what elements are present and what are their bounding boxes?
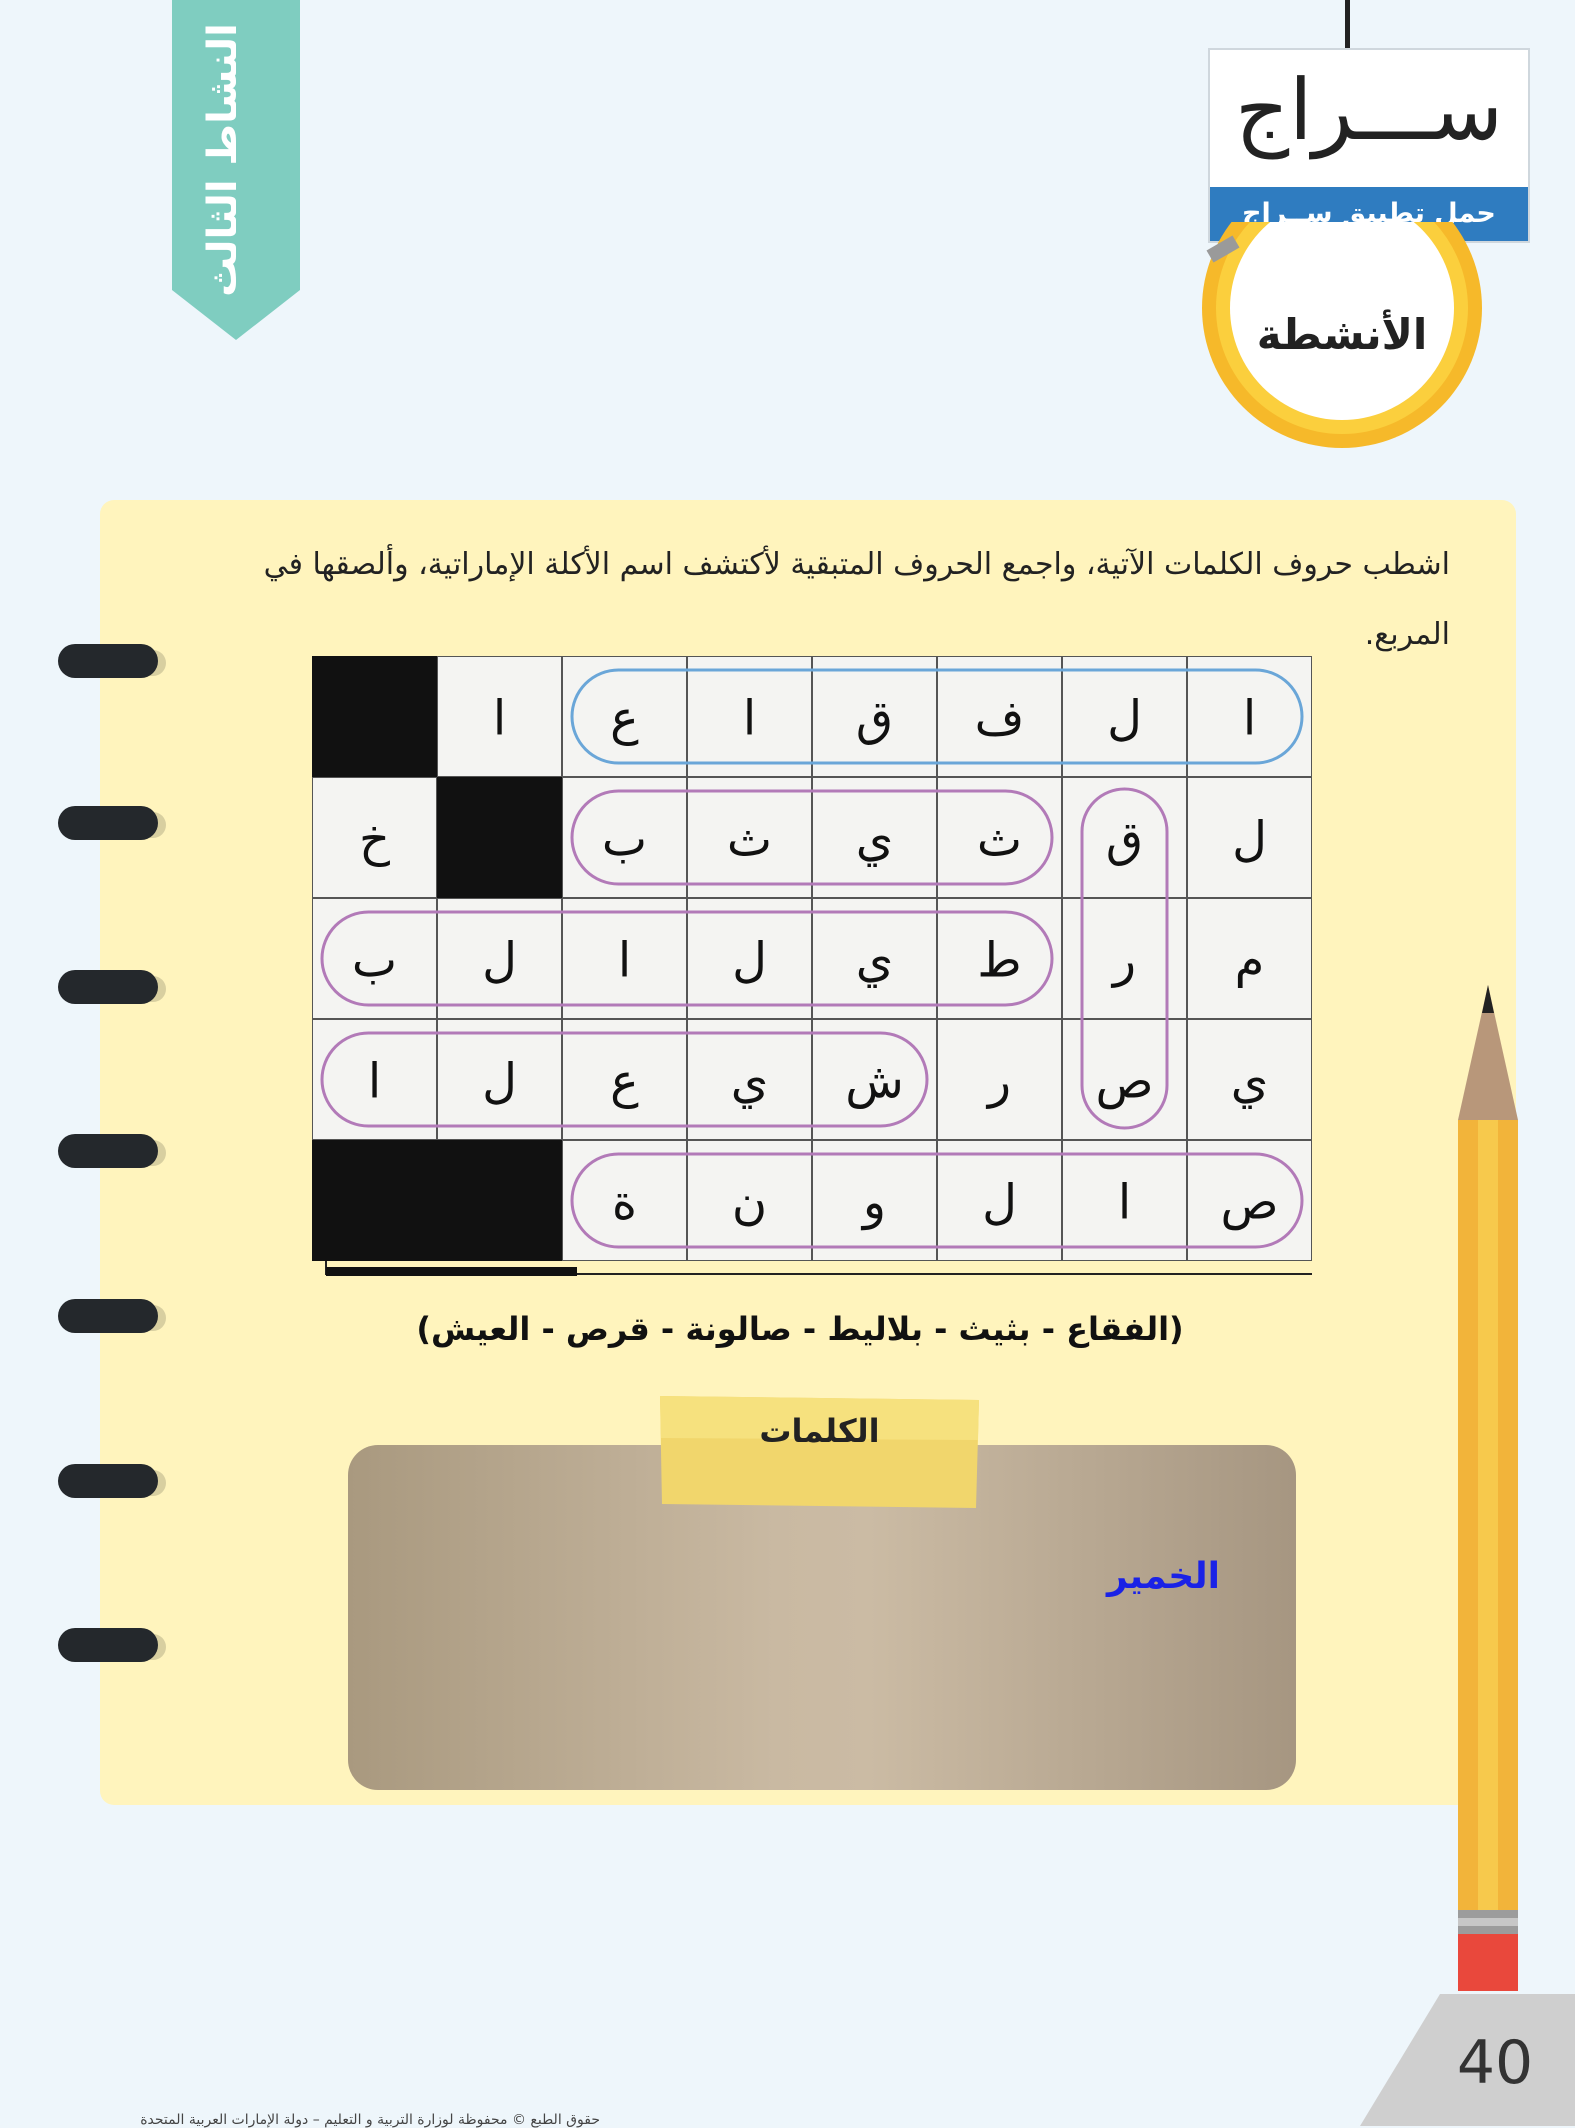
grid-black-cell	[312, 656, 437, 777]
grid-letter: ل	[982, 1174, 1017, 1231]
activity-ribbon	[172, 0, 300, 340]
activities-badge	[1200, 222, 1484, 454]
grid-black-cell	[437, 1140, 562, 1261]
grid-letter: ف	[974, 690, 1025, 747]
grid-letter: ل	[1232, 811, 1267, 868]
binder-ring-icon	[58, 802, 166, 846]
grid-letter: ق	[855, 690, 894, 747]
word-search-grid	[312, 656, 1312, 1261]
grid-letter: ي	[730, 1053, 769, 1110]
siraj-logo[interactable]	[1208, 48, 1530, 243]
grid-letter: ث	[976, 811, 1023, 868]
binder-ring-icon	[58, 966, 166, 1010]
grid-letter: ة	[611, 1174, 638, 1231]
copyright-text: حقوق الطبع © محفوظة لوزارة التربية و التعليم – دولة الإمارات العربية المتحدة	[140, 2112, 600, 2128]
grid-letter: ا	[617, 932, 632, 989]
binder-ring-icon	[58, 640, 166, 684]
word-list: (الفقاع - بثيث - بلاليط - صالونة - قرص - العيش)	[416, 1310, 1184, 1348]
grid-letter: ا	[492, 690, 507, 747]
grid-letter: ل	[482, 1053, 517, 1110]
grid-letter: ط	[977, 932, 1022, 989]
answer-text: الخمير	[1106, 1556, 1220, 1597]
grid-letter: ع	[610, 1053, 639, 1110]
grid-letter: ر	[1112, 932, 1137, 989]
grid-letter: ا	[742, 690, 757, 747]
grid-black-cell	[437, 777, 562, 898]
grid-letter: ا	[1242, 690, 1257, 747]
grid-letter: ا	[1117, 1174, 1132, 1231]
words-tab-label: الكلمات	[759, 1412, 880, 1450]
grid-letter: ث	[726, 811, 773, 868]
grid-letter: ي	[855, 932, 894, 989]
grid-letter: و	[862, 1174, 887, 1231]
grid-letter: ل	[732, 932, 767, 989]
grid-letter: ل	[482, 932, 517, 989]
binder-ring-icon	[58, 1295, 166, 1339]
binder-ring-icon	[58, 1460, 166, 1504]
grid-letter: ا	[367, 1053, 382, 1110]
grid-letter: ب	[351, 932, 398, 989]
grid-letter: م	[1234, 932, 1265, 989]
grid-letter: خ	[359, 811, 390, 868]
grid-letter: ص	[1095, 1053, 1154, 1110]
instruction-text: اشطب حروف الكلمات الآتية، واجمع الحروف المتبقية لأكتشف اسم الأكلة الإماراتية، وألصقها في المربع.	[263, 547, 1450, 652]
logo-title: ســـراج	[1234, 61, 1504, 159]
grid-letter: ش	[845, 1053, 904, 1110]
grid-letter: ع	[610, 690, 639, 747]
grid-letter: ص	[1220, 1174, 1279, 1231]
pencil-icon	[1455, 985, 1521, 1995]
grid-black-cell	[312, 1140, 437, 1261]
binder-ring-icon	[58, 1130, 166, 1174]
grid-letter: ر	[987, 1053, 1012, 1110]
grid-letter: ن	[731, 1174, 768, 1231]
grid-letter: ي	[855, 811, 894, 868]
grid-letter: ق	[1105, 811, 1144, 868]
grid-letter: ي	[1230, 1053, 1269, 1110]
logo-hanger	[1345, 0, 1350, 48]
grid-letter: ب	[601, 811, 648, 868]
binder-ring-icon	[58, 1624, 166, 1668]
badge-label: الأنشطة	[1256, 310, 1428, 359]
activity-tag-label: النشاط الثالث	[200, 23, 246, 297]
page-number: 40	[1456, 2028, 1534, 2098]
grid-letter: ل	[1107, 690, 1142, 747]
logo-subtitle: حمل تطبيق ســراج	[1210, 187, 1528, 241]
